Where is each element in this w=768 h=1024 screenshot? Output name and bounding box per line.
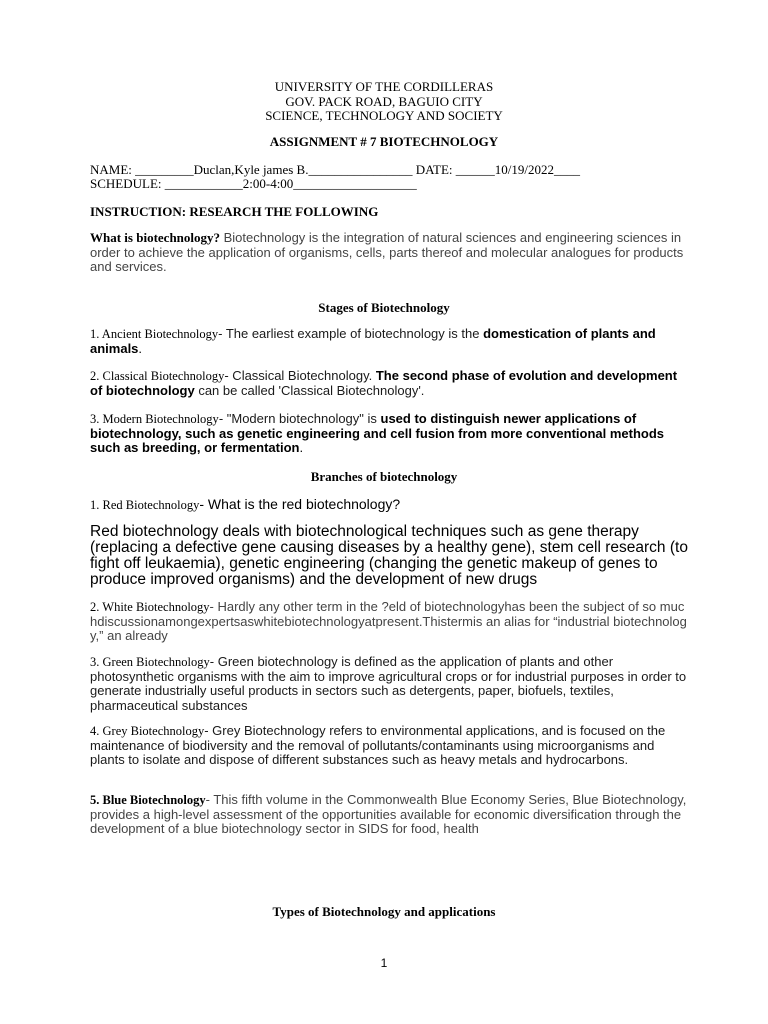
branch-red-body: Red biotechnology deals with biotechnological techniques such as gene therapy (replacing a defective gene causing diseases by a healthy gene), stem cell research (to fight off leukaemia), genetic engineering (changing the genetic makeup of genes to produce improved organisms) and the development of new drugs	[90, 523, 688, 588]
stage-ancient-text: - The earliest example of biotechnology is the	[218, 326, 484, 341]
stage-modern-bold: used to distinguish newer applications of biotechnology, such as genetic engineering and cell fusion from more conventional methods such as breeding, or fermentation	[90, 411, 665, 455]
what-is-biotech-label: What is biotechnology?	[90, 230, 221, 245]
stage-classical-end: can be called 'Classical Biotechnology'.	[194, 382, 425, 398]
branch-white-text: - Hardly any other term in the ?eld of biotechnologyhas been the subject of so muchdiscussionamongexpertsaswhitebiotechnologyatpresent.Thistermis an alias for “industrial biotechnology,” an already	[90, 599, 687, 643]
branch-grey-label: 4. Grey Biotechnology	[90, 724, 205, 738]
branch-green-text: - Green biotechnology is defined as the application of plants and other photosynthetic organisms with the aim to improve agricultural crops or for industrial purposes in order to generate industrially useful products in sectors such as detergents, paper, biofuels, textiles, pharmaceutical substances	[90, 654, 687, 713]
branch-blue	[90, 793, 690, 837]
what-is-biotech-paragraph	[90, 231, 690, 275]
course-name: SCIENCE, TECHNOLOGY AND SOCIETY	[265, 108, 503, 123]
stage-ancient-bold: domestication of plants and animals	[90, 326, 656, 356]
stage-ancient	[90, 327, 690, 356]
branch-green-label: 3. Green Biotechnology	[90, 655, 210, 669]
branch-blue-label: 5. Blue Biotechnology	[90, 793, 206, 807]
branch-white	[90, 600, 690, 644]
stage-modern-end: .	[299, 440, 304, 455]
branch-grey	[90, 724, 690, 768]
page-number: 1	[380, 956, 388, 970]
stage-modern	[90, 412, 690, 456]
assignment-title: ASSIGNMENT # 7 BIOTECHNOLOGY	[269, 134, 499, 149]
stage-ancient-label: 1. Ancient Biotechnology	[90, 327, 219, 341]
university-address: GOV. PACK ROAD, BAGUIO CITY	[285, 94, 483, 109]
instruction-heading: INSTRUCTION: RESEARCH THE FOLLOWING	[90, 204, 379, 219]
branch-red-heading	[90, 496, 400, 514]
stage-modern-text: - "Modern biotechnology" is	[218, 411, 381, 426]
schedule-line: SCHEDULE: ____________2:00-4:00___________________	[90, 176, 417, 191]
university-name: UNIVERSITY OF THE CORDILLERAS	[274, 79, 494, 94]
what-is-biotech-text: Biotechnology is the integration of natural sciences and engineering sciences in order to achieve the application of organisms, cells, parts thereof and molecular analogues for products and services.	[90, 230, 684, 274]
types-heading: Types of Biotechnology and applications	[272, 904, 496, 919]
stage-classical-bold: The second phase of evolution and development of biotechnology	[90, 368, 678, 398]
branches-heading: Branches of biotechnology	[310, 469, 458, 484]
stages-heading: Stages of Biotechnology	[318, 300, 450, 315]
branch-red-label: 1. Red Biotechnology	[90, 498, 200, 512]
stage-ancient-end: .	[138, 340, 143, 356]
stage-classical	[90, 369, 690, 398]
stage-classical-text: - Classical Biotechnology.	[224, 368, 376, 383]
stage-modern-label: 3. Modern Biotechnology	[90, 412, 219, 426]
branch-grey-text: - Grey Biotechnology refers to environmental applications, and is focused on the maintenance of biodiversity and the removal of pollutants/contaminants using microorganisms and plants to isolate and dispose of different substances such as heavy metals and hydrocarbons.	[90, 723, 666, 767]
branch-blue-text: - This fifth volume in the Commonwealth Blue Economy Series, Blue Biotechnology, provides a high-level assessment of the opportunities available for economic diversification through the development of a blue biotechnology sector in SIDS for food, health	[90, 792, 687, 836]
branch-red-question: - What is the red biotechnology?	[199, 496, 401, 512]
branch-green	[90, 655, 690, 713]
branch-white-label: 2. White Biotechnology	[90, 600, 210, 614]
stage-classical-label: 2. Classical Biotechnology	[90, 369, 225, 383]
name-date-line: NAME: _________Duclan,Kyle james B.________________ DATE: ______10/19/2022____	[90, 162, 580, 177]
